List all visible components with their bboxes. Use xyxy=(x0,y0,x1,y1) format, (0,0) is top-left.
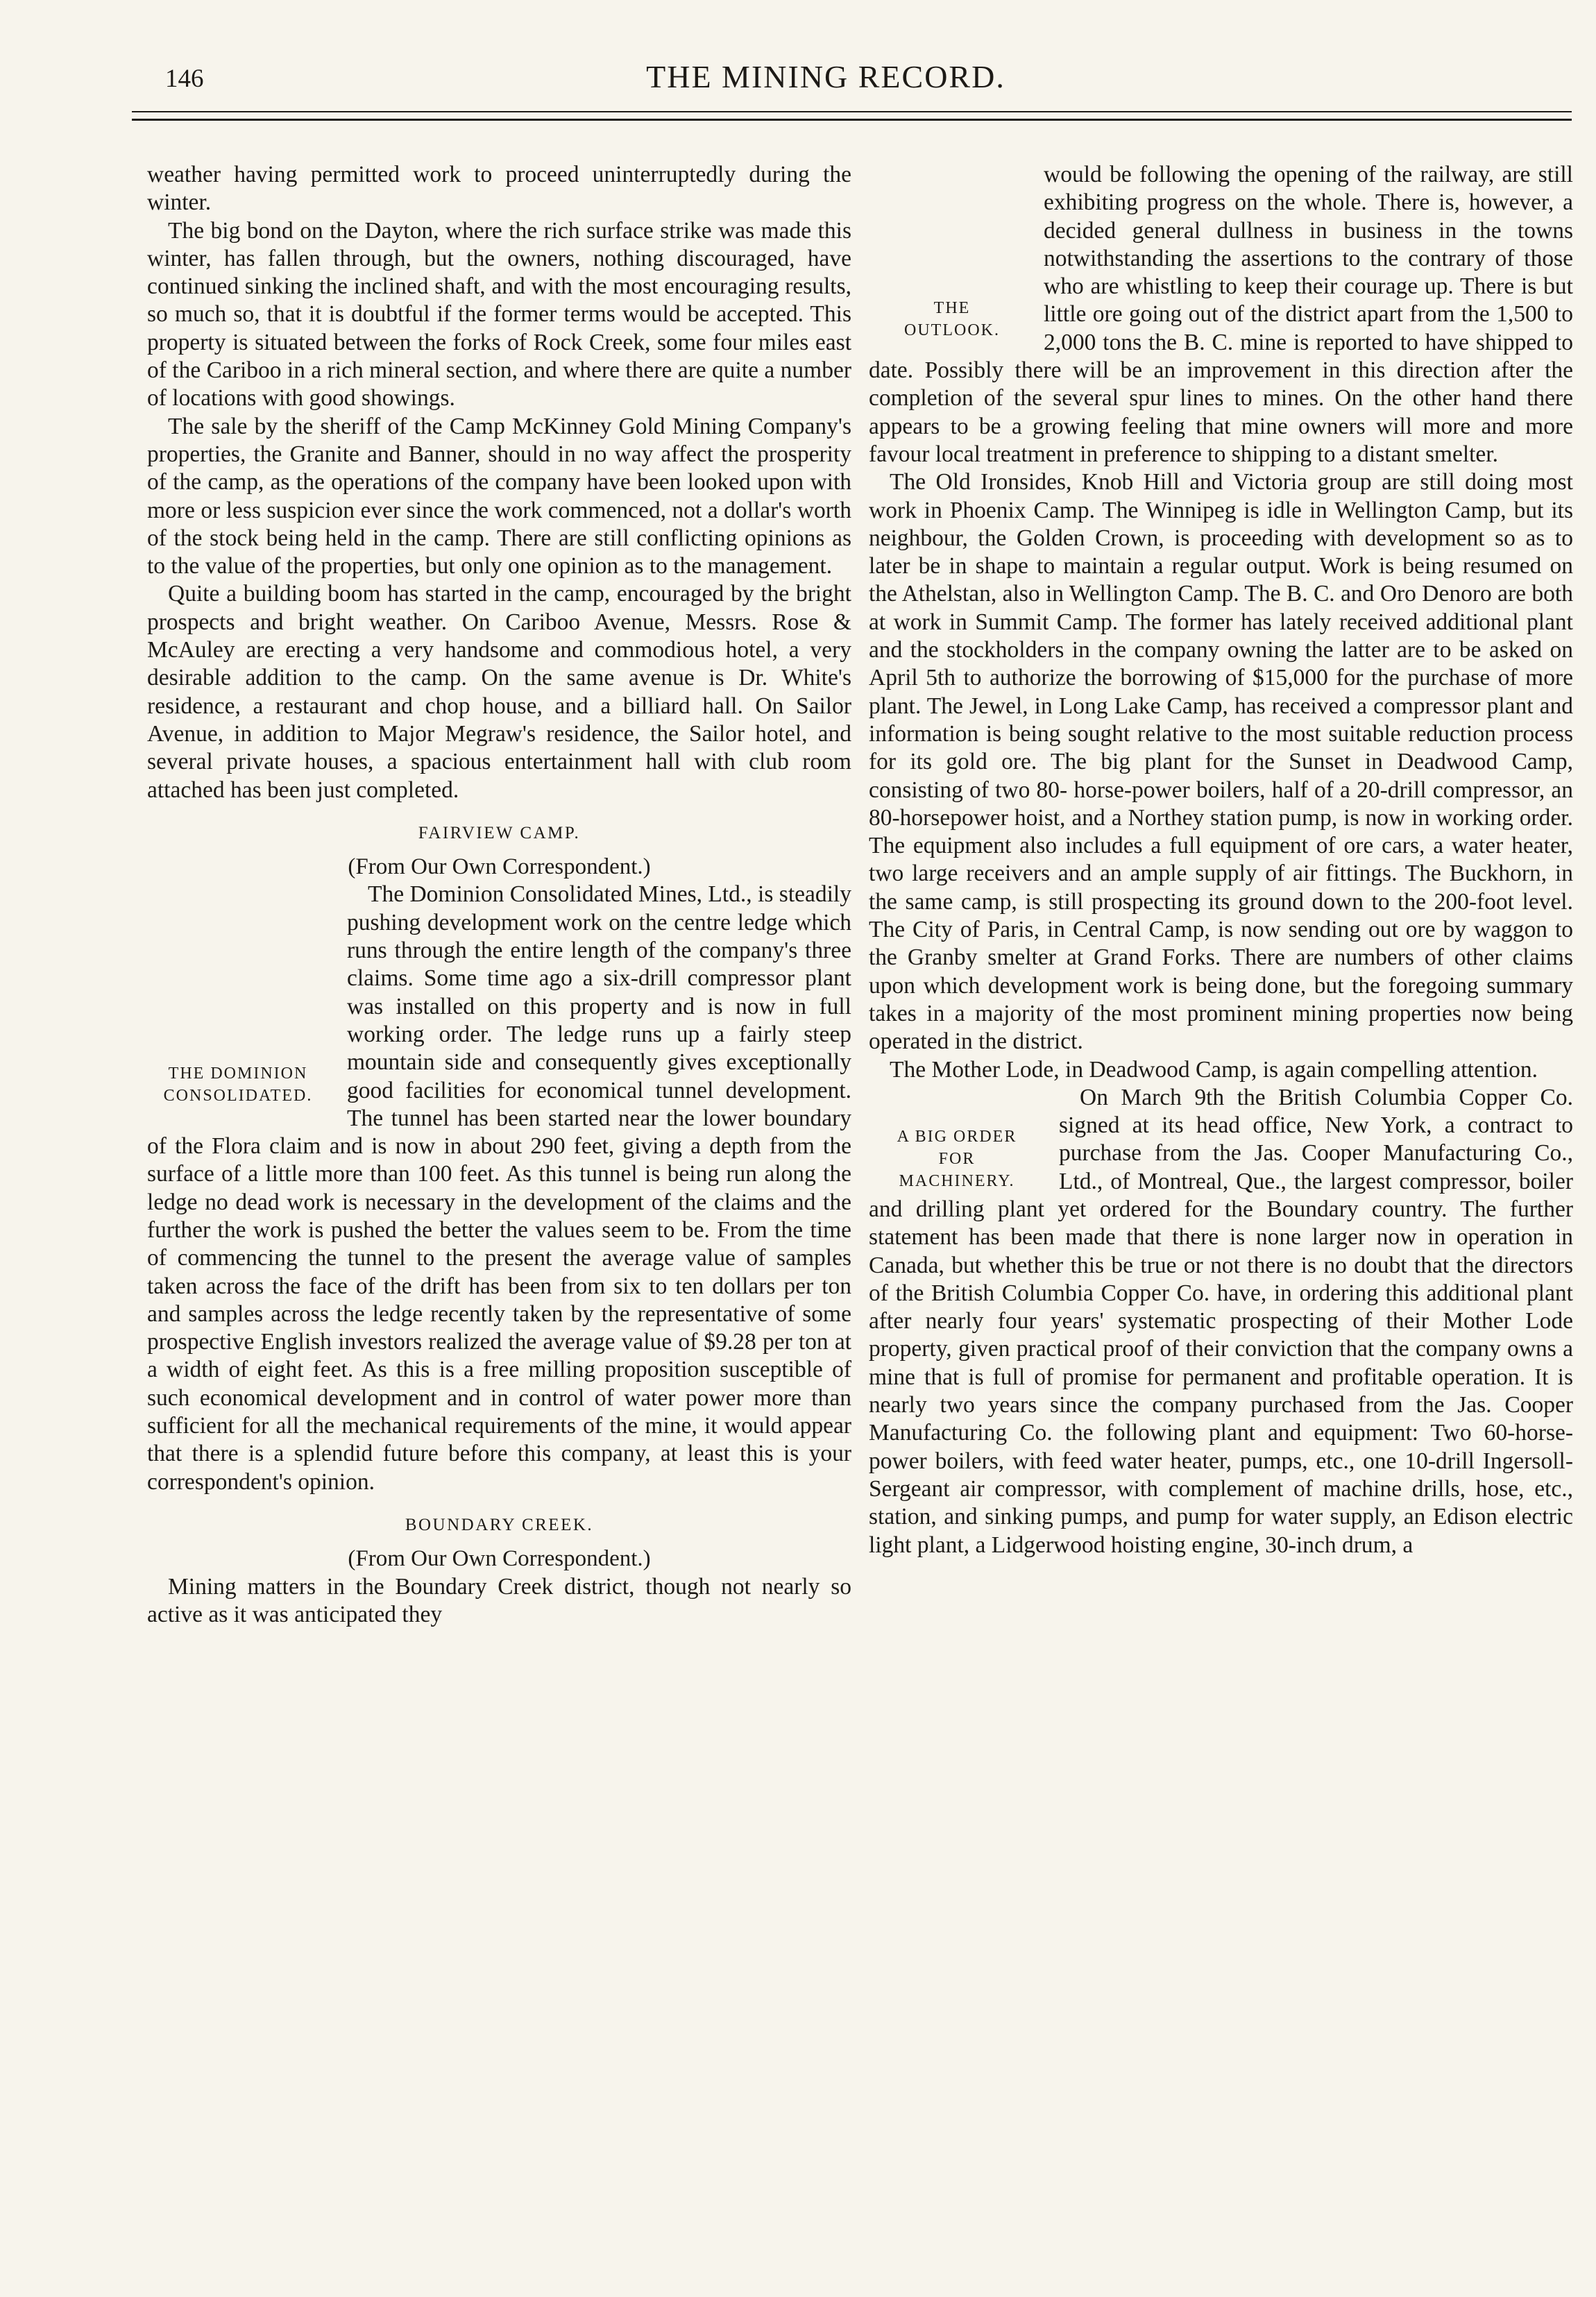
paragraph-building-boom: Quite a building boom has started in the camp, encouraged by the bright prospects and bright weather. On Cariboo Avenue, Messrs. Rose & McAuley are erecting a very handsome and commodious hotel, a very desirable addition to the camp. On the same avenue is Dr. White's residence, a restaurant and chop house, and a billiard hall. On Sailor Avenue, in addition to Major Megraw's residence, the Sailor hotel, and several private houses, a spacious entertainment hall with club room attached has been just completed. xyxy=(147,581,851,803)
publication-title: THE MINING RECORD. xyxy=(646,59,1005,94)
header-rule-bottom xyxy=(132,119,1572,121)
sidenote-line: THE xyxy=(933,299,971,317)
right-column xyxy=(869,161,1573,1559)
sidenote-outlook xyxy=(869,297,1035,341)
paragraph-dominion-consolidated: The Dominion Consolidated Mines, Ltd., is steadily pushing development work on the centre ledge which runs through the entire length of the company's three claims. Some time ago a six-drill compressor plant was installed on this property and is now in full working order. The ledge runs up a fairly steep mountain side and consequently gives exceptionally good facilities for economical tunnel development. The tunnel has been started near the lower boundary of the Flora claim and is now in about 290 feet, giving a depth from the surface of a little more than 100 feet. As this tunnel is being run along the ledge no dead work is necessary in the development of the claims and the further the work is pushed the better the values seem to be. From the time of commencing the tunnel to the present the average value of samples taken across the face of the drift has been from six to ten dollars per ton and samples across the ledge recently taken by the representative of some prospective English investors realized the average value of $9.28 per ton at a width of eight feet. As this is a free milling proposition susceptible of such economical development and in control of water power more than sufficient for all the mechanical requirements of the mine, it would appear that there is a splendid future before this company, at least this is your correspondent's opinion. xyxy=(147,881,851,1495)
paragraph-sheriff-sale: The sale by the sheriff of the Camp McKinney Gold Mining Company's properties, the Granite and Banner, should in no way affect the prosperity of the camp, as the operations of the company have been looked upon with more or less suspicion ever since the work commenced, not a dollar's worth of the stock being held in the camp. There are still conflicting opinions as to the value of the properties, but only one opinion as to the management. xyxy=(147,413,851,579)
sidenote-line: CONSOLIDATED. xyxy=(163,1087,313,1105)
paragraph-outlook: would be following the opening of the railway, are still exhibiting progress on the whole. There is, however, a decided general dullness in business in the towns notwithstanding the assertions to the contrary of those who are whistling to keep their courage up. There is but little ore going out of the district apart from the 1,500 to 2,000 tons the B. C. mine is reported to have shipped to date. Possibly there will be an improvement in this direction after the completion of the several spur lines to mines. On the other hand there appears to be a growing feeling that mine owners will more and more favour local treatment in preference to shipping to a distant smelter. xyxy=(869,162,1573,467)
byline-fairview: (From Our Own Correspondent.) xyxy=(348,854,651,880)
sidenote-big-order xyxy=(863,1126,1051,1192)
sidenote-line: OUTLOOK. xyxy=(904,321,1000,339)
paragraph-camps-summary: The Old Ironsides, Knob Hill and Victoria group are still doing most work in Phoenix Camp. The Winnipeg is idle in Wellington Camp, but its neighbour, the Golden Crown, is proceeding with development so as to later be in shape to maintain a regular output. Work is being resumed on the Athelstan, also in Wellington Camp. The B. C. and Oro Denoro are both at work in Summit Camp. The former has lately received additional plant and the stockholders in the company owning the latter are to be asked on April 5th to authorize the borrowing of $15,000 for the purchase of more plant. The Jewel, in Long Lake Camp, has received a compressor plant and information is being sought relative to the most suitable reduction process for its gold ore. The big plant for the Sunset in Deadwood Camp, consisting of two 80- horse-power boilers, half of a 20-drill compressor, an 80-horsepower hoist, and a Northey station pump, is now in working order. The equipment also includes a full equipment of ore cars, a water heater, two large receivers and an ample supply of air fittings. The Buckhorn, in the same camp, is still prospecting its ground down to the 200-foot level. The City of Paris, in Central Camp, is now sending out ore by waggon to the Granby smelter at Grand Forks. There are numbers of other claims upon which development work is being done, but the foregoing summary takes in a majority of the most prominent mining properties now being operated in the district. xyxy=(869,469,1573,1055)
paragraph-big-order: On March 9th the British Columbia Copper Co. signed at its head office, New York, a contract to purchase from the Jas. Cooper Manufacturing Co., Ltd., of Montreal, Que., the largest compressor, boiler and drilling plant yet ordered for the Boundary country. The further statement has been made that there is none larger now in operation in Canada, but whether this be true or not there is no doubt that the directors of the British Columbia Copper Co. have, in ordering this additional plant after nearly four years' systematic prospecting of their Mother Lode property, given practical proof of their conviction that the company owns a mine that is full of promise for permanent and profitable operation. It is nearly two years since the company purchased from the Jas. Cooper Manufacturing Co. the following plant and equipment: Two 60-horse-power boilers, with feed water heater, pumps, etc., one 10-drill Ingersoll-Sergeant air compressor, with complement of machine drills, hose, etc., station, and sinking pumps, and pump for water supply, an Edison electric light plant, a Lidgerwood hoisting engine, 30-inch drum, a xyxy=(869,1084,1573,1558)
sidenote-dominion-consolidated xyxy=(137,1062,339,1107)
sidenote-line: MACHINERY. xyxy=(899,1171,1015,1190)
paragraph-boundary-intro: Mining matters in the Boundary Creek district, though not nearly so active as it was anticipated they xyxy=(147,1573,851,1627)
header-rule-top xyxy=(132,111,1572,112)
page-number: 146 xyxy=(165,65,204,93)
sidenote-line: A BIG ORDER xyxy=(897,1127,1017,1146)
sidenote-line: FOR xyxy=(938,1149,976,1168)
paragraph-weather: weather having permitted work to proceed uninterruptedly during the winter. xyxy=(147,162,851,216)
sidenote-line: THE DOMINION xyxy=(168,1065,308,1083)
left-column xyxy=(147,161,851,1629)
paragraph-mother-lode: The Mother Lode, in Deadwood Camp, is again compelling attention. xyxy=(890,1056,1538,1083)
section-heading-fairview: FAIRVIEW CAMP. xyxy=(418,823,581,842)
section-heading-boundary: BOUNDARY CREEK. xyxy=(405,1515,594,1534)
byline-boundary: (From Our Own Correspondent.) xyxy=(348,1546,651,1572)
paragraph-dayton-bond: The big bond on the Dayton, where the rich surface strike was made this winter, has fallen through, but the owners, nothing discouraged, have continued sinking the inclined shaft, and with the most encouraging results, so much so, that it is doubtful if the former terms would be accepted. This property is situated between the forks of Rock Creek, some four miles east of the Cariboo in a rich mineral section, and where there are quite a number of locations with good showings. xyxy=(147,217,851,412)
